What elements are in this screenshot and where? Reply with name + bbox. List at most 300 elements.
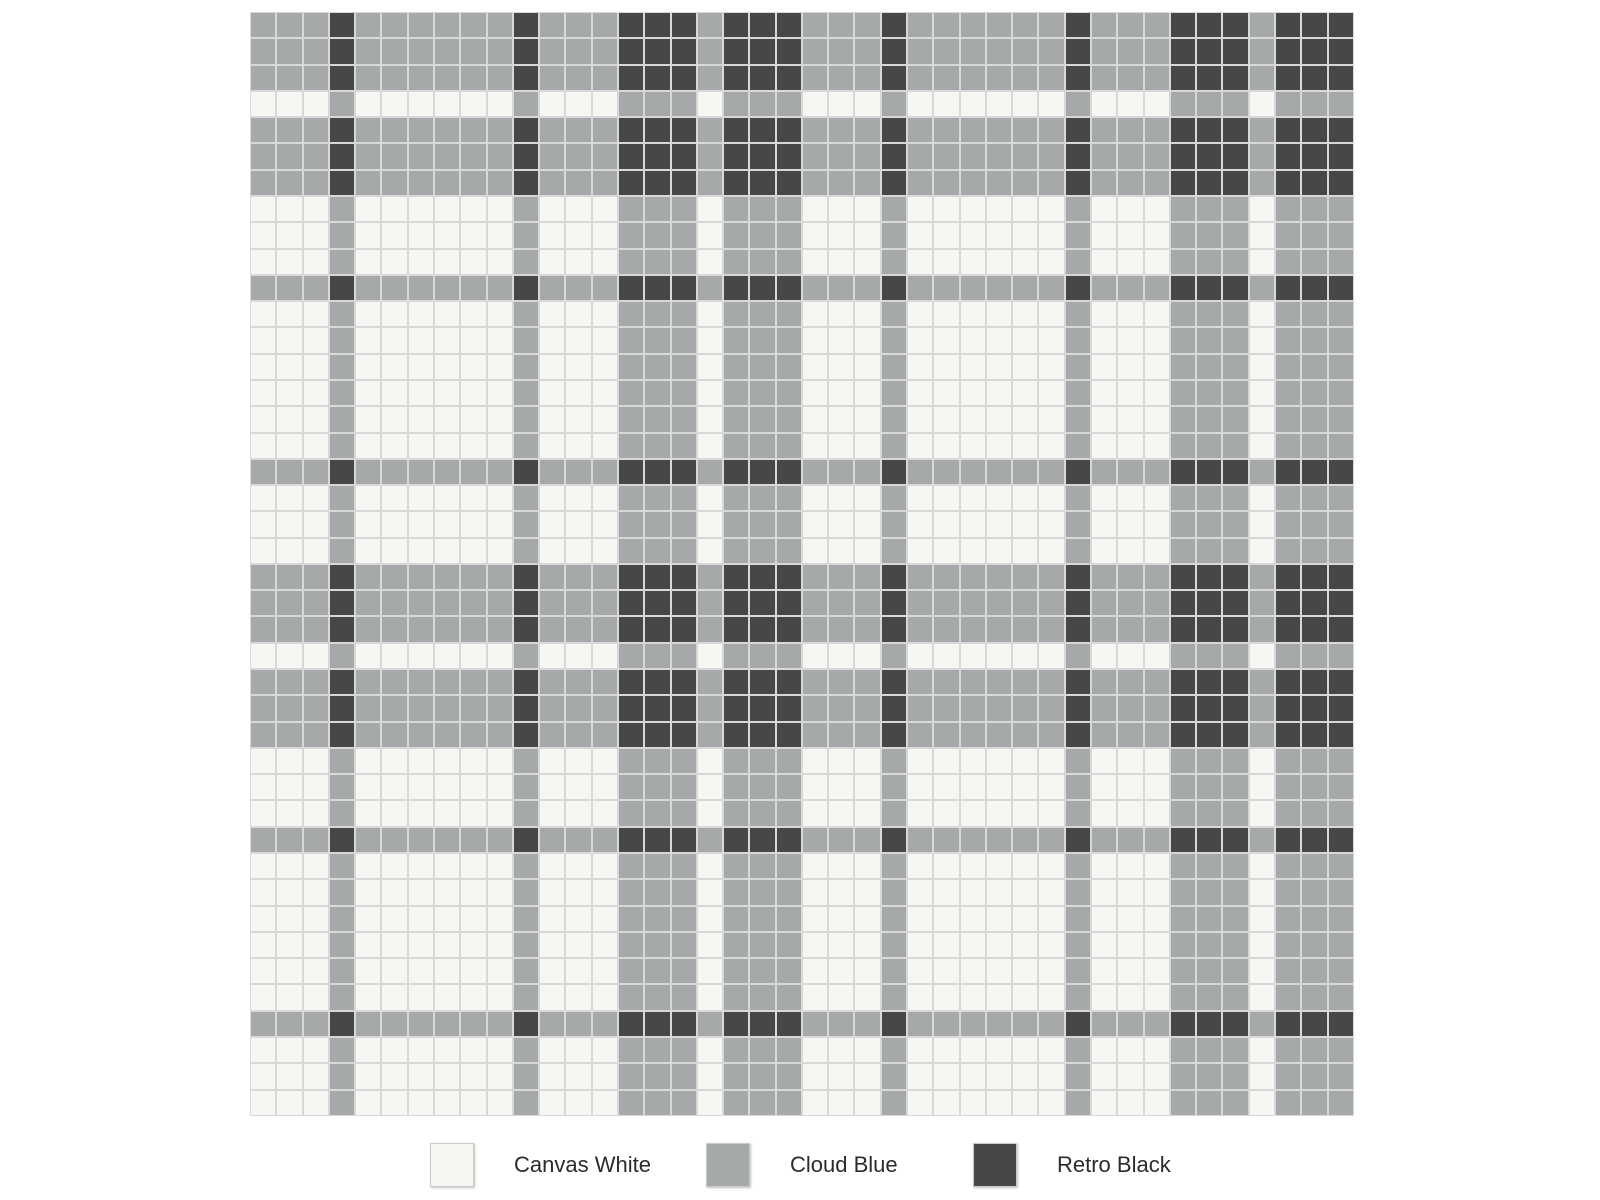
mosaic-tile <box>960 433 986 459</box>
mosaic-tile <box>749 984 775 1010</box>
mosaic-tile <box>381 958 407 984</box>
legend-item-canvas-white <box>430 1140 651 1190</box>
mosaic-tile <box>303 722 329 748</box>
mosaic-tile <box>565 275 591 301</box>
mosaic-tile <box>1328 853 1354 879</box>
mosaic-tile <box>1117 38 1143 64</box>
mosaic-tile <box>487 196 513 222</box>
mosaic-tile <box>1091 748 1117 774</box>
mosaic-tile <box>749 774 775 800</box>
mosaic-tile <box>329 117 355 143</box>
mosaic-tile <box>592 91 618 117</box>
tile-mosaic-pattern <box>250 12 1354 1116</box>
mosaic-tile <box>1170 275 1196 301</box>
mosaic-tile <box>250 1063 276 1089</box>
mosaic-tile <box>776 669 802 695</box>
mosaic-tile <box>381 932 407 958</box>
mosaic-tile <box>1249 1063 1275 1089</box>
mosaic-tile <box>1275 380 1301 406</box>
mosaic-tile <box>907 879 933 905</box>
mosaic-tile <box>1065 748 1091 774</box>
mosaic-tile <box>618 800 644 826</box>
mosaic-tile <box>513 1090 539 1116</box>
mosaic-tile <box>1328 564 1354 590</box>
mosaic-tile <box>1038 800 1064 826</box>
mosaic-tile <box>644 958 670 984</box>
mosaic-tile <box>1170 143 1196 169</box>
mosaic-tile <box>618 774 644 800</box>
mosaic-tile <box>1275 327 1301 353</box>
mosaic-tile <box>1012 433 1038 459</box>
mosaic-tile <box>408 380 434 406</box>
mosaic-tile <box>329 249 355 275</box>
mosaic-tile <box>1275 669 1301 695</box>
mosaic-tile <box>1065 643 1091 669</box>
mosaic-tile <box>1222 669 1248 695</box>
mosaic-tile <box>303 1011 329 1037</box>
mosaic-tile <box>381 1063 407 1089</box>
mosaic-tile <box>592 879 618 905</box>
mosaic-tile <box>802 511 828 537</box>
mosaic-tile <box>1065 879 1091 905</box>
mosaic-tile <box>697 616 723 642</box>
mosaic-tile <box>250 12 276 38</box>
mosaic-tile <box>1038 327 1064 353</box>
mosaic-tile <box>1144 433 1170 459</box>
mosaic-tile <box>408 117 434 143</box>
mosaic-tile <box>1091 196 1117 222</box>
mosaic-tile <box>854 616 880 642</box>
mosaic-tile <box>276 170 302 196</box>
mosaic-tile <box>697 1011 723 1037</box>
mosaic-tile <box>539 800 565 826</box>
mosaic-tile <box>1144 380 1170 406</box>
mosaic-tile <box>1196 143 1222 169</box>
mosaic-tile <box>539 984 565 1010</box>
mosaic-tile <box>644 879 670 905</box>
mosaic-tile <box>802 275 828 301</box>
mosaic-tile <box>381 170 407 196</box>
mosaic-tile <box>303 65 329 91</box>
mosaic-tile <box>960 853 986 879</box>
mosaic-tile <box>1301 354 1327 380</box>
mosaic-tile <box>749 853 775 879</box>
mosaic-tile <box>881 538 907 564</box>
mosaic-tile <box>1328 827 1354 853</box>
mosaic-tile <box>460 695 486 721</box>
mosaic-tile <box>723 222 749 248</box>
mosaic-tile <box>1249 643 1275 669</box>
mosaic-tile <box>1117 65 1143 91</box>
mosaic-tile <box>250 774 276 800</box>
mosaic-tile <box>592 65 618 91</box>
mosaic-tile <box>960 932 986 958</box>
mosaic-tile <box>1328 196 1354 222</box>
mosaic-tile <box>1301 853 1327 879</box>
mosaic-tile <box>1065 196 1091 222</box>
mosaic-tile <box>303 853 329 879</box>
mosaic-tile <box>1249 459 1275 485</box>
mosaic-tile <box>881 695 907 721</box>
mosaic-tile <box>539 249 565 275</box>
mosaic-tile <box>986 538 1012 564</box>
mosaic-tile <box>854 564 880 590</box>
mosaic-tile <box>749 249 775 275</box>
mosaic-tile <box>933 275 959 301</box>
mosaic-tile <box>565 433 591 459</box>
mosaic-tile <box>592 511 618 537</box>
mosaic-tile <box>671 143 697 169</box>
mosaic-tile <box>802 774 828 800</box>
mosaic-tile <box>355 853 381 879</box>
mosaic-tile <box>487 459 513 485</box>
mosaic-tile <box>1144 879 1170 905</box>
mosaic-tile <box>907 906 933 932</box>
mosaic-tile <box>1144 695 1170 721</box>
mosaic-tile <box>303 327 329 353</box>
mosaic-tile <box>828 590 854 616</box>
mosaic-tile <box>749 327 775 353</box>
mosaic-tile <box>1170 958 1196 984</box>
mosaic-tile <box>408 459 434 485</box>
mosaic-tile <box>1301 485 1327 511</box>
mosaic-tile <box>828 538 854 564</box>
mosaic-tile <box>618 196 644 222</box>
mosaic-tile <box>303 958 329 984</box>
mosaic-tile <box>565 406 591 432</box>
mosaic-tile <box>434 958 460 984</box>
mosaic-tile <box>276 222 302 248</box>
mosaic-tile <box>1144 65 1170 91</box>
mosaic-tile <box>1249 249 1275 275</box>
mosaic-tile <box>723 354 749 380</box>
mosaic-tile <box>986 406 1012 432</box>
mosaic-tile <box>1038 906 1064 932</box>
mosaic-tile <box>1196 249 1222 275</box>
mosaic-tile <box>854 669 880 695</box>
mosaic-tile <box>592 459 618 485</box>
mosaic-tile <box>986 38 1012 64</box>
mosaic-tile <box>960 327 986 353</box>
mosaic-tile <box>1249 984 1275 1010</box>
mosaic-tile <box>776 906 802 932</box>
mosaic-tile <box>460 249 486 275</box>
mosaic-tile <box>1249 511 1275 537</box>
mosaic-tile <box>644 853 670 879</box>
mosaic-tile <box>1117 879 1143 905</box>
mosaic-tile <box>1065 143 1091 169</box>
mosaic-tile <box>355 196 381 222</box>
mosaic-tile <box>1222 616 1248 642</box>
mosaic-tile <box>1144 616 1170 642</box>
mosaic-tile <box>487 12 513 38</box>
mosaic-tile <box>1275 748 1301 774</box>
mosaic-tile <box>881 853 907 879</box>
mosaic-tile <box>671 38 697 64</box>
mosaic-tile <box>434 65 460 91</box>
mosaic-tile <box>1275 222 1301 248</box>
mosaic-tile <box>329 485 355 511</box>
mosaic-tile <box>644 196 670 222</box>
mosaic-tile <box>1038 643 1064 669</box>
mosaic-tile <box>487 616 513 642</box>
mosaic-tile <box>1144 1037 1170 1063</box>
mosaic-tile <box>1275 38 1301 64</box>
mosaic-tile <box>329 511 355 537</box>
mosaic-tile <box>408 1037 434 1063</box>
mosaic-tile <box>671 380 697 406</box>
mosaic-tile <box>329 932 355 958</box>
mosaic-tile <box>303 12 329 38</box>
mosaic-tile <box>1196 38 1222 64</box>
mosaic-tile <box>1038 459 1064 485</box>
mosaic-tile <box>1117 827 1143 853</box>
mosaic-tile <box>618 354 644 380</box>
retro-black-swatch <box>973 1143 1017 1187</box>
mosaic-tile <box>1328 143 1354 169</box>
mosaic-tile <box>1196 459 1222 485</box>
mosaic-tile <box>1012 538 1038 564</box>
mosaic-tile <box>329 143 355 169</box>
mosaic-tile <box>960 774 986 800</box>
mosaic-tile <box>381 249 407 275</box>
mosaic-tile <box>1301 906 1327 932</box>
mosaic-tile <box>250 380 276 406</box>
mosaic-tile <box>250 958 276 984</box>
mosaic-tile <box>986 170 1012 196</box>
mosaic-tile <box>1065 301 1091 327</box>
mosaic-tile <box>513 669 539 695</box>
mosaic-tile <box>933 984 959 1010</box>
mosaic-tile <box>1170 669 1196 695</box>
mosaic-tile <box>986 91 1012 117</box>
mosaic-tile <box>1091 800 1117 826</box>
mosaic-tile <box>434 91 460 117</box>
mosaic-tile <box>697 827 723 853</box>
mosaic-tile <box>1038 932 1064 958</box>
mosaic-tile <box>1012 906 1038 932</box>
mosaic-tile <box>1117 433 1143 459</box>
mosaic-tile <box>802 1090 828 1116</box>
mosaic-tile <box>828 695 854 721</box>
mosaic-tile <box>1196 275 1222 301</box>
mosaic-tile <box>723 485 749 511</box>
mosaic-tile <box>854 196 880 222</box>
mosaic-tile <box>960 301 986 327</box>
mosaic-tile <box>1301 827 1327 853</box>
mosaic-tile <box>1196 196 1222 222</box>
mosaic-tile <box>1249 853 1275 879</box>
mosaic-tile <box>907 669 933 695</box>
mosaic-tile <box>749 511 775 537</box>
mosaic-tile <box>1249 616 1275 642</box>
mosaic-tile <box>881 406 907 432</box>
mosaic-tile <box>565 327 591 353</box>
mosaic-tile <box>907 932 933 958</box>
mosaic-tile <box>434 249 460 275</box>
mosaic-tile <box>329 196 355 222</box>
mosaic-tile <box>644 774 670 800</box>
mosaic-tile <box>1301 143 1327 169</box>
mosaic-tile <box>539 511 565 537</box>
mosaic-tile <box>644 222 670 248</box>
mosaic-tile <box>303 117 329 143</box>
mosaic-tile <box>854 1037 880 1063</box>
mosaic-tile <box>408 932 434 958</box>
mosaic-tile <box>539 774 565 800</box>
mosaic-tile <box>276 564 302 590</box>
mosaic-tile <box>1117 91 1143 117</box>
mosaic-tile <box>539 485 565 511</box>
mosaic-tile <box>592 643 618 669</box>
mosaic-tile <box>1170 511 1196 537</box>
mosaic-tile <box>1012 669 1038 695</box>
mosaic-tile <box>381 380 407 406</box>
mosaic-tile <box>697 643 723 669</box>
mosaic-tile <box>618 853 644 879</box>
mosaic-tile <box>1038 91 1064 117</box>
mosaic-tile <box>592 958 618 984</box>
mosaic-tile <box>802 695 828 721</box>
mosaic-tile <box>434 643 460 669</box>
mosaic-tile <box>776 354 802 380</box>
mosaic-tile <box>276 12 302 38</box>
mosaic-tile <box>565 1090 591 1116</box>
mosaic-tile <box>434 222 460 248</box>
mosaic-tile <box>1170 643 1196 669</box>
mosaic-tile <box>828 1037 854 1063</box>
mosaic-tile <box>1144 643 1170 669</box>
mosaic-tile <box>1170 459 1196 485</box>
mosaic-tile <box>303 38 329 64</box>
mosaic-tile <box>986 1090 1012 1116</box>
mosaic-tile <box>592 616 618 642</box>
mosaic-tile <box>408 12 434 38</box>
mosaic-tile <box>828 12 854 38</box>
mosaic-tile <box>1144 406 1170 432</box>
mosaic-tile <box>1249 722 1275 748</box>
mosaic-tile <box>776 301 802 327</box>
mosaic-tile <box>1275 984 1301 1010</box>
mosaic-tile <box>487 774 513 800</box>
mosaic-tile <box>828 380 854 406</box>
mosaic-tile <box>460 958 486 984</box>
mosaic-tile <box>618 249 644 275</box>
mosaic-tile <box>749 695 775 721</box>
mosaic-tile <box>329 91 355 117</box>
mosaic-tile <box>513 12 539 38</box>
mosaic-tile <box>329 643 355 669</box>
mosaic-tile <box>355 143 381 169</box>
mosaic-tile <box>276 433 302 459</box>
mosaic-tile <box>881 669 907 695</box>
mosaic-tile <box>1328 906 1354 932</box>
mosaic-tile <box>933 12 959 38</box>
mosaic-tile <box>1328 327 1354 353</box>
mosaic-tile <box>1012 800 1038 826</box>
mosaic-tile <box>1328 117 1354 143</box>
mosaic-tile <box>329 695 355 721</box>
mosaic-tile <box>513 590 539 616</box>
mosaic-tile <box>1038 958 1064 984</box>
mosaic-tile <box>723 143 749 169</box>
mosaic-tile <box>276 301 302 327</box>
mosaic-tile <box>697 748 723 774</box>
mosaic-tile <box>1170 1037 1196 1063</box>
mosaic-tile <box>513 91 539 117</box>
mosaic-tile <box>749 91 775 117</box>
mosaic-tile <box>460 143 486 169</box>
mosaic-tile <box>539 301 565 327</box>
mosaic-tile <box>276 643 302 669</box>
mosaic-tile <box>1328 748 1354 774</box>
mosaic-tile <box>723 249 749 275</box>
mosaic-tile <box>644 459 670 485</box>
mosaic-tile <box>434 853 460 879</box>
mosaic-tile <box>1301 984 1327 1010</box>
mosaic-tile <box>1117 143 1143 169</box>
mosaic-tile <box>986 117 1012 143</box>
mosaic-tile <box>854 853 880 879</box>
mosaic-tile <box>565 722 591 748</box>
mosaic-tile <box>1117 695 1143 721</box>
mosaic-tile <box>250 722 276 748</box>
mosaic-tile <box>907 170 933 196</box>
mosaic-tile <box>276 748 302 774</box>
mosaic-tile <box>329 984 355 1010</box>
mosaic-tile <box>513 984 539 1010</box>
mosaic-tile <box>513 695 539 721</box>
mosaic-tile <box>1328 669 1354 695</box>
mosaic-tile <box>1301 511 1327 537</box>
mosaic-tile <box>513 433 539 459</box>
mosaic-tile <box>986 827 1012 853</box>
mosaic-tile <box>960 91 986 117</box>
mosaic-tile <box>854 301 880 327</box>
mosaic-tile <box>644 354 670 380</box>
mosaic-tile <box>618 538 644 564</box>
mosaic-tile <box>802 196 828 222</box>
mosaic-tile <box>697 1037 723 1063</box>
mosaic-tile <box>539 196 565 222</box>
mosaic-tile <box>1012 774 1038 800</box>
mosaic-tile <box>250 1011 276 1037</box>
mosaic-tile <box>776 748 802 774</box>
mosaic-tile <box>408 538 434 564</box>
mosaic-tile <box>776 564 802 590</box>
mosaic-tile <box>828 196 854 222</box>
mosaic-tile <box>1249 196 1275 222</box>
mosaic-tile <box>644 511 670 537</box>
mosaic-tile <box>355 564 381 590</box>
mosaic-tile <box>460 906 486 932</box>
mosaic-tile <box>671 984 697 1010</box>
mosaic-tile <box>1117 249 1143 275</box>
mosaic-tile <box>881 354 907 380</box>
mosaic-tile <box>408 958 434 984</box>
mosaic-tile <box>671 406 697 432</box>
mosaic-tile <box>723 748 749 774</box>
mosaic-tile <box>329 958 355 984</box>
mosaic-tile <box>276 800 302 826</box>
mosaic-tile <box>408 564 434 590</box>
mosaic-tile <box>1328 616 1354 642</box>
mosaic-tile <box>303 616 329 642</box>
mosaic-tile <box>487 722 513 748</box>
mosaic-tile <box>460 406 486 432</box>
mosaic-tile <box>1249 406 1275 432</box>
mosaic-tile <box>1196 774 1222 800</box>
